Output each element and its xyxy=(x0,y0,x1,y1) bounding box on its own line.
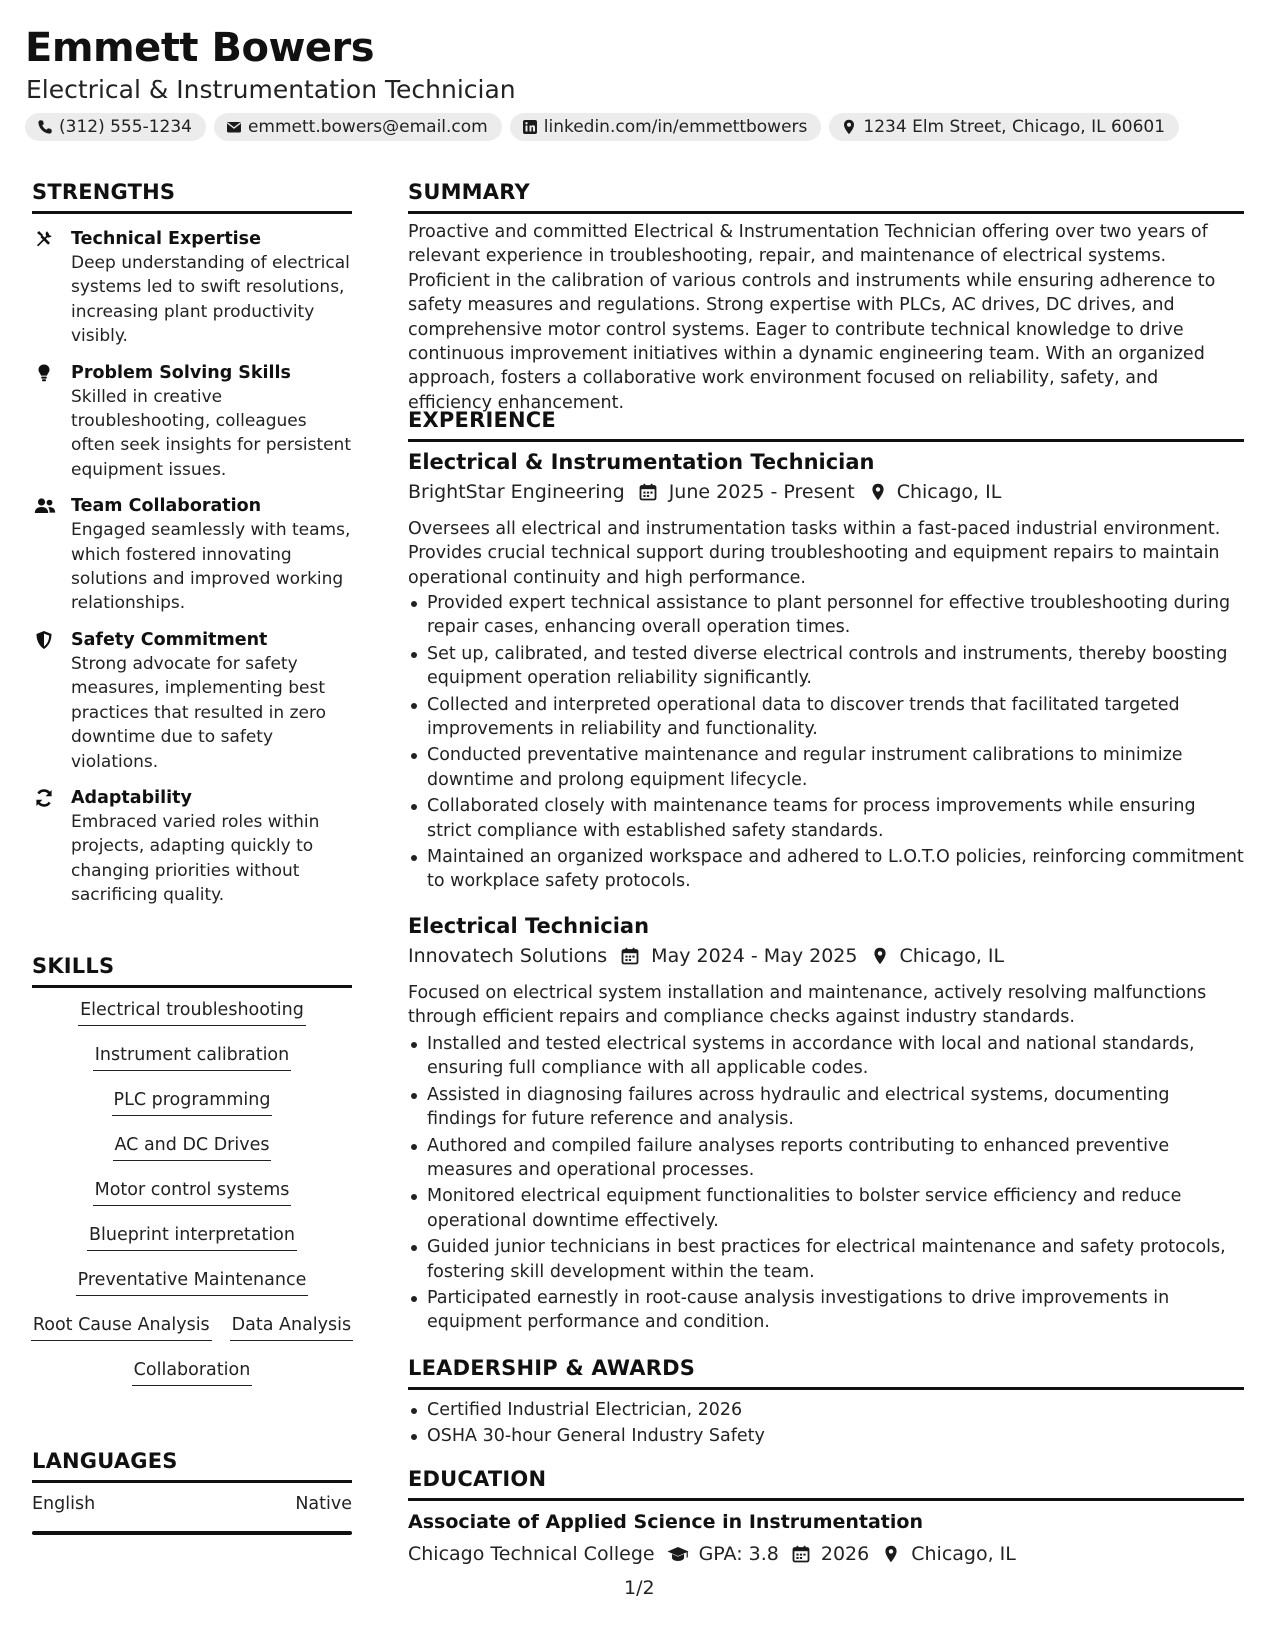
strength-title: Adaptability xyxy=(71,787,192,808)
strength-description: Skilled in creative troubleshooting, colleagues often seek insights for persistent equipment issues. xyxy=(71,386,352,480)
strength-item xyxy=(32,628,352,774)
strength-item xyxy=(32,786,352,908)
job-bullets xyxy=(408,1032,1244,1337)
education-school: Chicago Technical College xyxy=(408,1543,655,1565)
skill-tag: Blueprint interpretation xyxy=(87,1223,297,1251)
strength-description: Deep understanding of electrical systems led to swift resolutions, increasing plant productivity visibly. xyxy=(71,253,350,347)
strengths-heading: STRENGTHS xyxy=(32,180,176,204)
strength-title: Team Collaboration xyxy=(71,496,262,517)
contact-address-text: 1234 Elm Street, Chicago, IL 60601 xyxy=(863,117,1166,137)
education-location: Chicago, IL xyxy=(911,1543,1016,1565)
contact-phone[interactable] xyxy=(25,113,206,141)
summary-divider xyxy=(408,211,1244,214)
language-level: Native xyxy=(295,1494,352,1514)
education-heading: EDUCATION xyxy=(408,1467,547,1491)
candidate-name: Emmett Bowers xyxy=(25,25,375,71)
phone-icon xyxy=(37,119,53,135)
language-name: English xyxy=(32,1494,96,1514)
skill-tag: Instrument calibration xyxy=(93,1043,291,1071)
contact-phone-text: (312) 555-1234 xyxy=(59,117,192,137)
tools-icon xyxy=(34,229,54,249)
bullet-item: Participated earnestly in root-cause analysis investigations to drive improvements in equipment performance and condition. xyxy=(408,1286,1244,1335)
bullet-item: Conducted preventative maintenance and regular instrument calibrations to minimize downtime and prolong equipment lifecycle. xyxy=(408,743,1244,792)
map-pin-icon xyxy=(871,947,889,965)
job-meta xyxy=(408,481,1001,503)
strength-title: Problem Solving Skills xyxy=(71,362,291,383)
graduation-cap-icon xyxy=(667,1545,689,1563)
job-meta xyxy=(408,945,1004,967)
awards-heading: LEADERSHIP & AWARDS xyxy=(408,1356,696,1380)
language-item xyxy=(32,1494,352,1514)
education-gpa: GPA: 3.8 xyxy=(698,1543,779,1565)
experience-heading: EXPERIENCE xyxy=(408,408,556,432)
education-degree: Associate of Applied Science in Instrumentation xyxy=(408,1511,923,1533)
strength-title: Technical Expertise xyxy=(71,229,261,249)
bullet-item: Authored and compiled failure analyses reports contributing to enhanced preventive measures and operational processes. xyxy=(408,1134,1244,1183)
job-title: Electrical Technician xyxy=(408,914,650,938)
job-company: Innovatech Solutions xyxy=(408,945,608,967)
job-company: BrightStar Engineering xyxy=(408,481,625,503)
languages-divider xyxy=(32,1480,352,1483)
skills-list xyxy=(32,998,352,1403)
job-location: Chicago, IL xyxy=(896,481,1002,503)
skill-tag: Electrical troubleshooting xyxy=(78,998,306,1026)
bullet-item: Maintained an organized workspace and adhered to L.O.T.O policies, reinforcing commitment to workplace safety protocols. xyxy=(408,845,1244,894)
skill-tag: Data Analysis xyxy=(230,1313,353,1341)
skills-heading: SKILLS xyxy=(32,954,115,978)
education-year: 2026 xyxy=(820,1543,870,1565)
strength-item xyxy=(32,227,352,349)
bullet-item: Collected and interpreted operational data to discover trends that facilitated targeted improvements in reliability and functionality. xyxy=(408,693,1244,742)
job-dates: June 2025 - Present xyxy=(668,481,855,503)
contact-linkedin[interactable] xyxy=(510,113,822,141)
candidate-title: Electrical & Instrumentation Technician xyxy=(26,75,516,104)
strength-item xyxy=(32,361,352,483)
education-divider xyxy=(408,1498,1244,1501)
bullet-item: Installed and tested electrical systems in accordance with local and national standards, ensuring full compliance with all applicable codes. xyxy=(408,1032,1244,1081)
skill-tag: Root Cause Analysis xyxy=(31,1313,212,1341)
calendar-icon xyxy=(639,483,657,501)
job-bullets xyxy=(408,591,1244,896)
bullet-item: Collaborated closely with maintenance teams for process improvements while ensuring strict compliance with established safety standards. xyxy=(408,794,1244,843)
strength-item xyxy=(32,494,352,616)
strengths-list xyxy=(32,227,352,920)
contact-linkedin-text: linkedin.com/in/emmettbowers xyxy=(543,117,808,137)
map-pin-icon xyxy=(869,483,887,501)
bullet-item: Assisted in diagnosing failures across hydraulic and electrical systems, documenting findings for future reference and analysis. xyxy=(408,1083,1244,1132)
contact-email-text: emmett.bowers@email.com xyxy=(247,117,488,137)
users-icon xyxy=(34,496,56,516)
map-pin-icon xyxy=(881,1545,901,1563)
strength-description: Engaged seamlessly with teams, which fostered innovating solutions and improved working relationships. xyxy=(71,520,351,614)
experience-divider xyxy=(408,439,1244,442)
envelope-icon xyxy=(226,119,242,135)
languages-heading: LANGUAGES xyxy=(32,1449,178,1473)
contact-bar xyxy=(25,113,1179,141)
map-pin-icon xyxy=(841,119,857,135)
skill-tag: AC and DC Drives xyxy=(113,1133,272,1161)
skill-tag: Preventative Maintenance xyxy=(76,1268,309,1296)
sync-icon xyxy=(34,788,54,808)
strength-description: Strong advocate for safety measures, implementing best practices that resulted in zero downtime due to safety violations. xyxy=(71,653,326,772)
skill-tag: PLC programming xyxy=(112,1088,273,1116)
award-item: Certified Industrial Electrician, 2026 xyxy=(408,1398,1244,1422)
job-description: Oversees all electrical and instrumentation tasks within a fast-paced industrial environment. Provides crucial technical support during troubleshooting and equipment repairs to maintain operational continuity and high performance. xyxy=(408,519,1221,588)
page-number: 1/2 xyxy=(624,1577,655,1599)
shield-icon xyxy=(34,630,54,650)
bullet-item: Set up, calibrated, and tested diverse electrical controls and instruments, thereby boosting equipment operation reliability significantly. xyxy=(408,642,1244,691)
lightbulb-icon xyxy=(34,363,54,383)
awards-divider xyxy=(408,1387,1244,1390)
linkedin-icon xyxy=(522,119,538,135)
job-title: Electrical & Instrumentation Technician xyxy=(408,450,875,474)
awards-list xyxy=(408,1398,1244,1451)
education-meta xyxy=(408,1543,1016,1565)
strengths-divider xyxy=(32,211,352,214)
summary-text: Proactive and committed Electrical & Instrumentation Technician offering over two years of relevant experience in troubleshooting, repair, and maintenance of electrical systems. Proficient in the calibration of various controls and instruments while ensuring adherence to safety measures and regulations. Strong expertise with PLCs, AC drives, DC drives, and comprehensive motor control systems. Eager to contribute technical knowledge to drive continuous improvement initiatives within a dynamic engineering team. With an organized approach, fosters a collaborative work environment focused on reliability, safety, and efficiency enhancement. xyxy=(408,222,1216,413)
skill-tag: Motor control systems xyxy=(93,1178,292,1206)
job-location: Chicago, IL xyxy=(899,945,1005,967)
job-dates: May 2024 - May 2025 xyxy=(651,945,858,967)
calendar-icon xyxy=(791,1545,811,1563)
contact-address xyxy=(829,113,1179,141)
bullet-item: Monitored electrical equipment functionalities to bolster service efficiency and reduce operational downtime effectively. xyxy=(408,1184,1244,1233)
summary-heading: SUMMARY xyxy=(408,180,530,204)
job-description: Focused on electrical system installation and maintenance, actively resolving malfunctions through efficient repairs and compliance checks against industry standards. xyxy=(408,983,1207,1028)
strength-description: Embraced varied roles within projects, adapting quickly to changing priorities without sacrificing quality. xyxy=(71,811,320,906)
skills-divider xyxy=(32,985,352,988)
calendar-icon xyxy=(621,947,639,965)
bullet-item: Provided expert technical assistance to plant personnel for effective troubleshooting during repair cases, enhancing overall operation times. xyxy=(408,591,1244,640)
strength-title: Safety Commitment xyxy=(71,629,268,650)
award-item: OSHA 30-hour General Industry Safety xyxy=(408,1424,1244,1448)
language-level-bar xyxy=(32,1531,352,1535)
contact-email[interactable] xyxy=(214,113,502,141)
bullet-item: Guided junior technicians in best practices for electrical maintenance and safety protocols, fostering skill development within the team. xyxy=(408,1235,1244,1284)
skill-tag: Collaboration xyxy=(132,1358,253,1386)
